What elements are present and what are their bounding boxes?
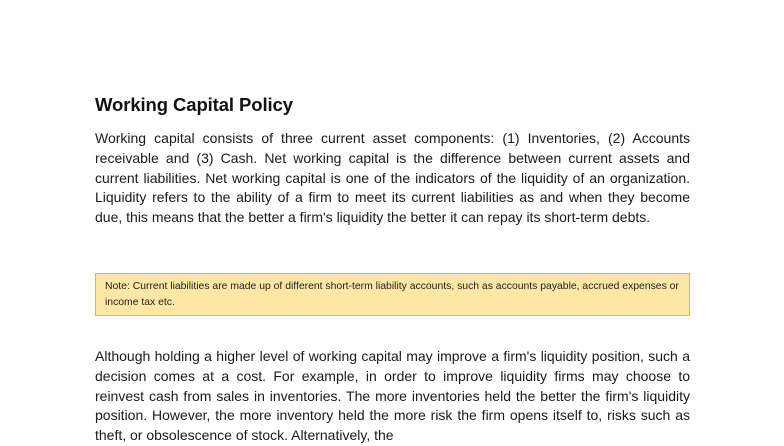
paragraph-liquidity-tradeoff: Although holding a higher level of working capital may improve a firm's liquidity position, such a decision comes at a cost. For example, in order to improve liquidity firms may choose to reinvest cash from sales in inventories. The more inventories held the better the firm's liquidity position. However, the more inventory held the more risk the firm opens itself to, risks such as theft, or obsolescence of stock. Alternatively, the xyxy=(95,348,690,444)
note-box: Note: Current liabilities are made up of different short-term liability accounts, such as accounts payable, accrued expenses or income tax etc. xyxy=(95,273,690,316)
section-heading: Working Capital Policy xyxy=(95,94,293,115)
paragraph-working-capital: Working capital consists of three current asset components: (1) Inventories, (2) Accounts receivable and (3) Cash. Net working capital is the difference between current assets and current liabilities. Net working capital is one of the indicators of the liquidity of an organization. Liquidity refers to the ability of a firm to meet its current liabilities as and when they become due, this means that the better a firm's liquidity the better it can repay its short-term debts. xyxy=(95,130,690,226)
